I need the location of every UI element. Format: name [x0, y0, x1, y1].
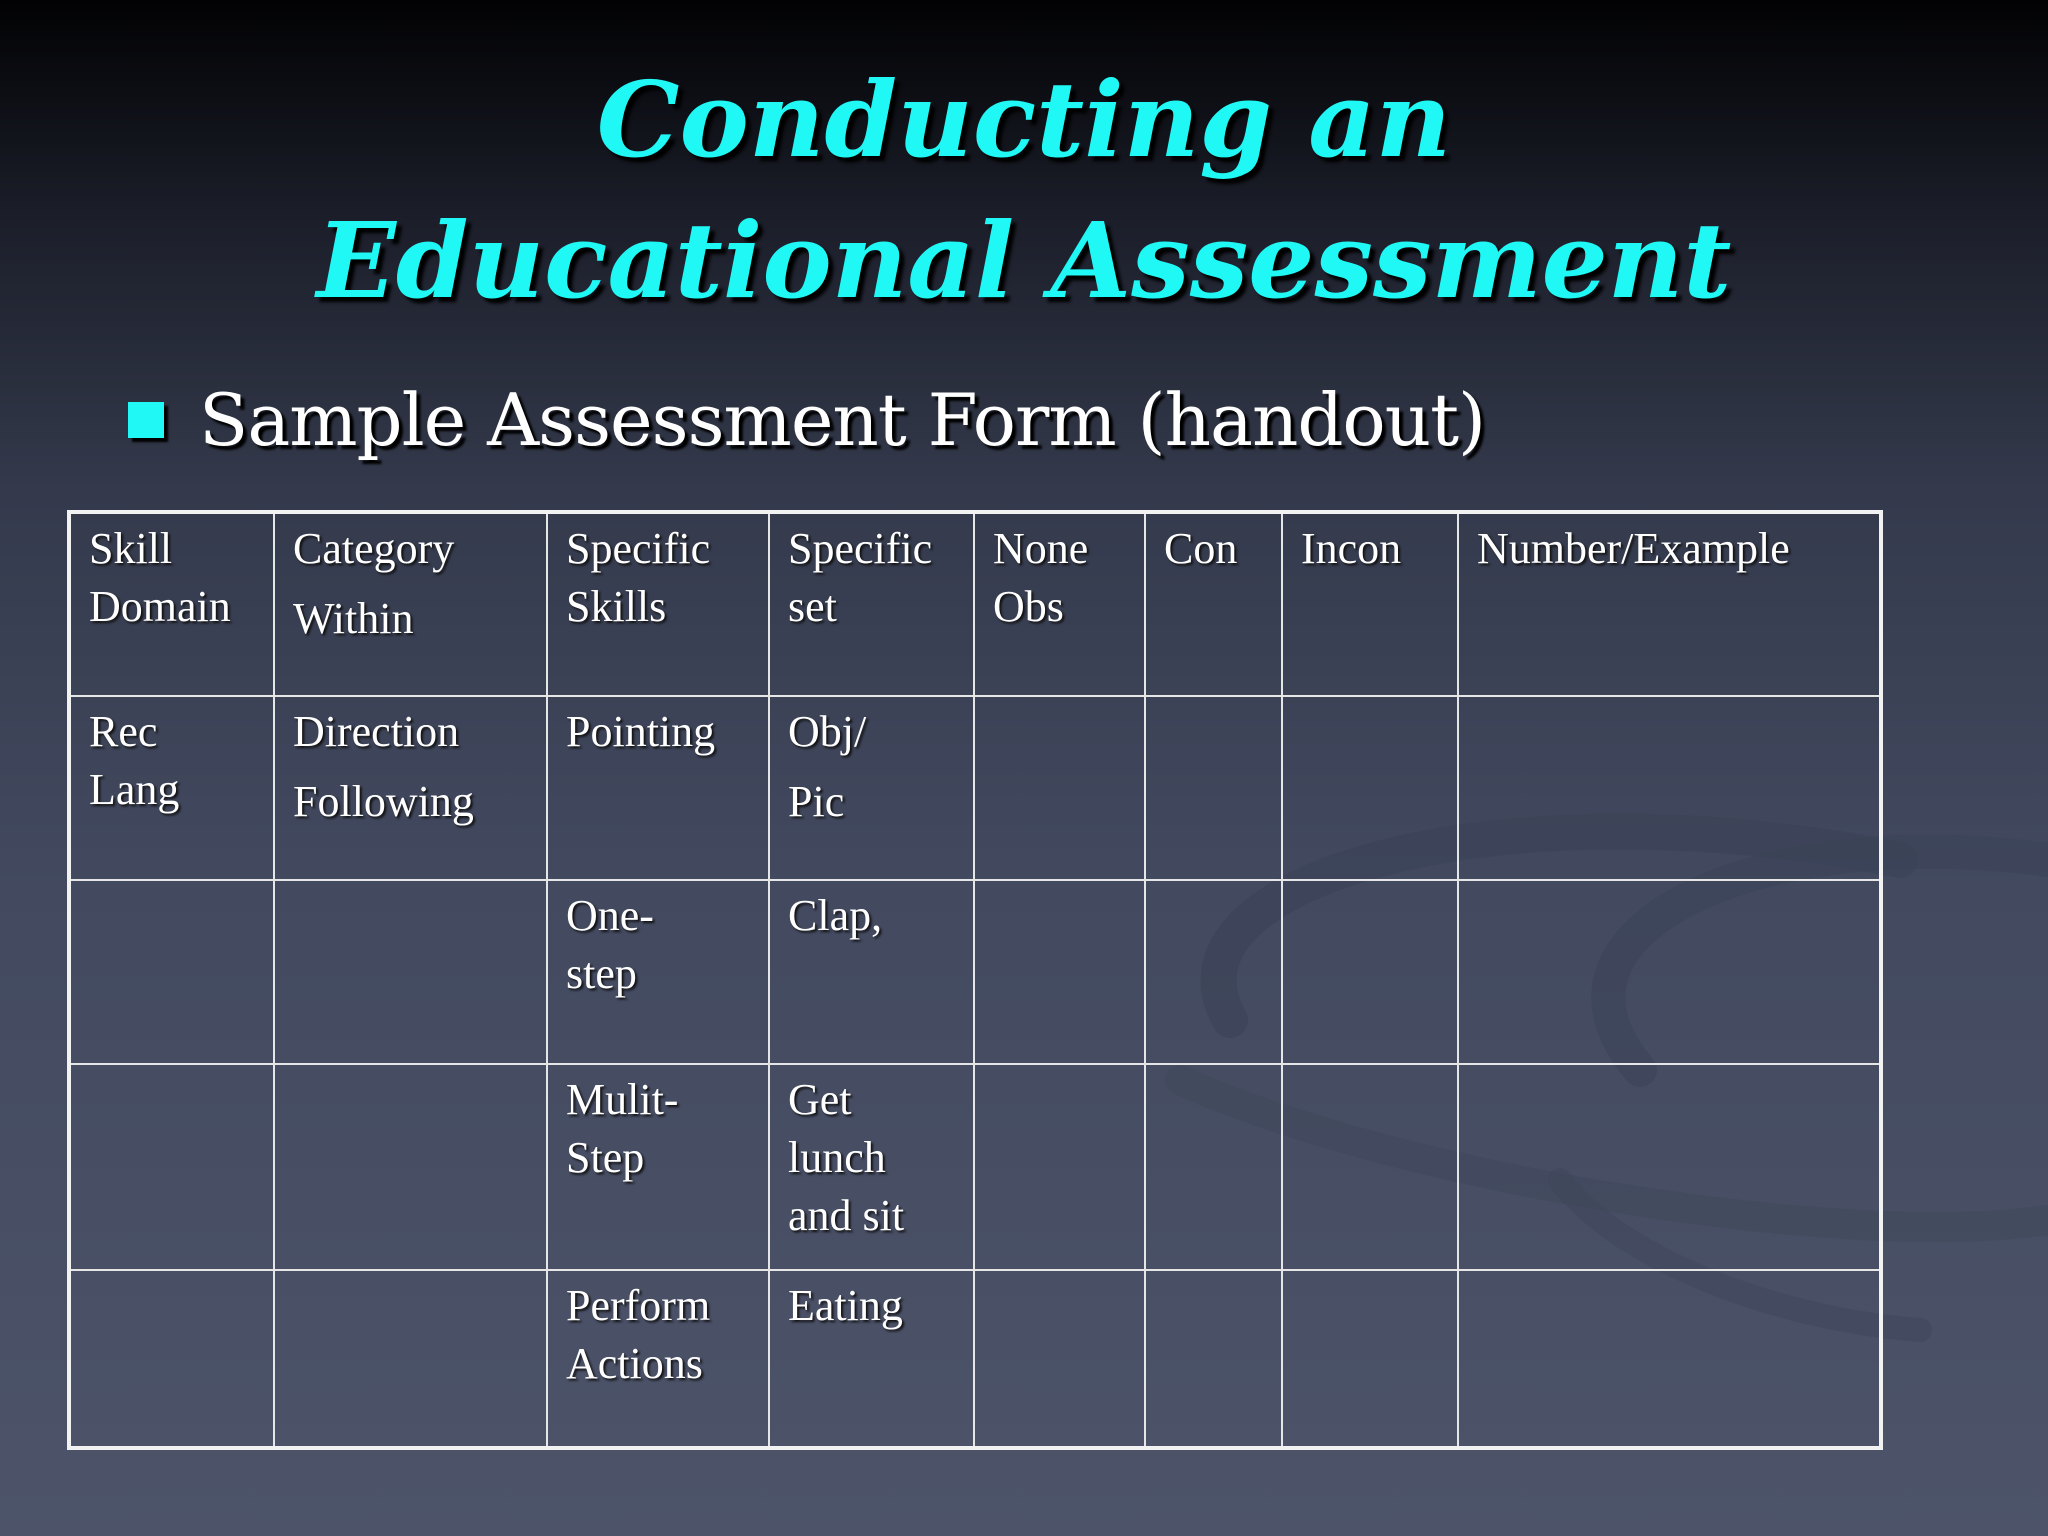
table-cell [274, 1270, 547, 1448]
table-cell [1458, 1270, 1881, 1448]
cell-text: Perform [566, 1281, 711, 1330]
table-cell [974, 696, 1145, 880]
cell-text: Incon [1301, 524, 1402, 573]
table-header-cell [1282, 512, 1458, 696]
table-row [69, 1270, 1881, 1448]
cell-text: One- [566, 891, 654, 940]
slide-title-line-2: Educational Assessment [316, 199, 1732, 322]
cell-text: Obs [993, 582, 1064, 631]
table-cell [1145, 1270, 1282, 1448]
table-cell [69, 1270, 274, 1448]
table-cell [769, 1270, 974, 1448]
table-header-cell [69, 512, 274, 696]
table-header-cell [547, 512, 769, 696]
cell-text: Mulit- [566, 1075, 679, 1124]
table-cell [974, 1064, 1145, 1270]
cell-text: Number/Example [1477, 524, 1790, 573]
table-header-row [69, 512, 1881, 696]
cell-text: Eating [788, 1281, 903, 1330]
table-cell [769, 1064, 974, 1270]
cell-text: Lang [89, 765, 180, 814]
cell-text: Step [566, 1133, 645, 1182]
table-cell [1458, 696, 1881, 880]
table-cell [274, 880, 547, 1064]
cell-text: Skill [89, 524, 173, 573]
cell-text: Specific [788, 524, 933, 573]
cell-text: Pointing [566, 707, 716, 756]
table-row [69, 696, 1881, 880]
cell-text: Following [293, 777, 474, 826]
cell-text: lunch [788, 1133, 886, 1182]
cell-text: Within [293, 594, 414, 643]
table-cell [1145, 696, 1282, 880]
cell-text: Domain [89, 582, 231, 631]
table-cell [1282, 1270, 1458, 1448]
table-cell [1458, 880, 1881, 1064]
cell-text: Get [788, 1075, 852, 1124]
table-header-cell [274, 512, 547, 696]
bullet-item [128, 370, 1485, 470]
slide-title-line-1: Conducting an [596, 58, 1452, 181]
table-cell [1282, 880, 1458, 1064]
table-header-cell [769, 512, 974, 696]
cell-text: Actions [566, 1339, 703, 1388]
table-cell [274, 696, 547, 880]
cell-text: Category [293, 524, 455, 573]
table-cell [1145, 880, 1282, 1064]
table-header-cell [1458, 512, 1881, 696]
table-cell [1458, 1064, 1881, 1270]
table-cell [974, 880, 1145, 1064]
cell-text: Clap, [788, 891, 883, 940]
table-cell [1145, 1064, 1282, 1270]
cell-text: Direction [293, 707, 460, 756]
table-cell [69, 1064, 274, 1270]
cell-text: and sit [788, 1191, 905, 1240]
table-cell [974, 1270, 1145, 1448]
table-cell [769, 696, 974, 880]
cell-text: set [788, 582, 837, 631]
cell-text: Rec [89, 707, 158, 756]
cell-text: Skills [566, 582, 667, 631]
table-cell [769, 880, 974, 1064]
table-cell [274, 1064, 547, 1270]
table-cell [1282, 696, 1458, 880]
cell-text: Pic [788, 777, 845, 826]
table-cell [69, 880, 274, 1064]
table-cell [1282, 1064, 1458, 1270]
table-cell [547, 1270, 769, 1448]
cell-text: None [993, 524, 1089, 573]
cell-text: Obj/ [788, 707, 867, 756]
table-row [69, 880, 1881, 1064]
table-header-cell [1145, 512, 1282, 696]
cell-text: Con [1164, 524, 1238, 573]
assessment-form-table [67, 510, 1883, 1450]
table-cell [69, 696, 274, 880]
table-row [69, 1064, 1881, 1270]
square-bullet-icon [128, 402, 164, 438]
bullet-text: Sample Assessment Form (handout) [199, 378, 1486, 462]
table-cell [547, 696, 769, 880]
table-cell [547, 880, 769, 1064]
table-cell [547, 1064, 769, 1270]
table-header-cell [974, 512, 1145, 696]
cell-text: Specific [566, 524, 711, 573]
cell-text: step [566, 949, 637, 998]
